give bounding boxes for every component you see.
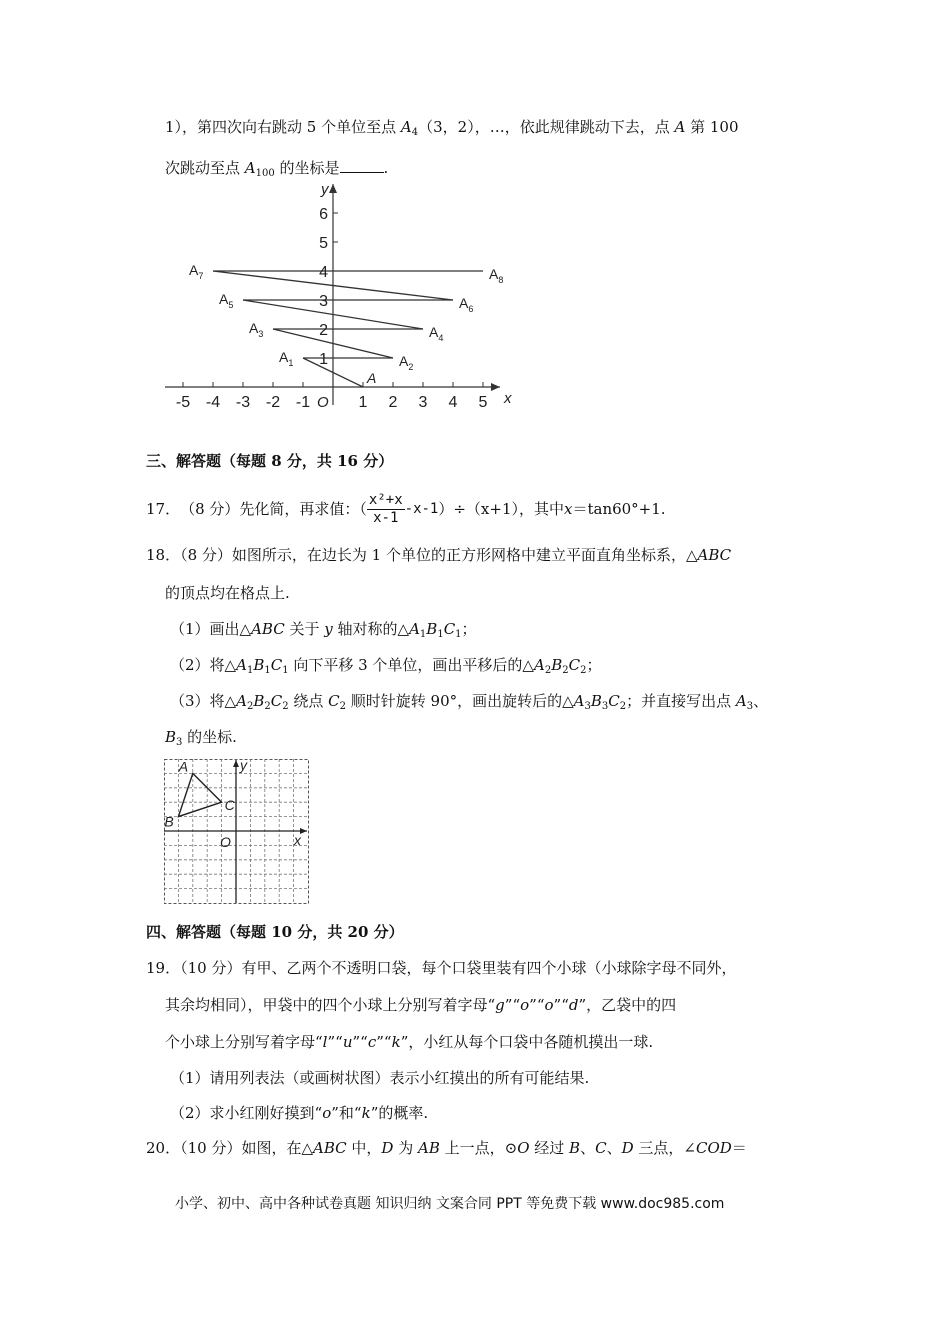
y-axis-label: y: [321, 181, 329, 198]
point-label: A: [367, 370, 377, 386]
q16-line2: 次跳动至点 $A_{100}$ 的坐标是 .: [165, 159, 389, 179]
x-tick-label: 4: [448, 394, 458, 411]
point-label: $A_1$: [279, 349, 294, 368]
label-b: B: [164, 813, 174, 830]
y-tick-label: 3: [319, 293, 328, 310]
y-tick-label: 1: [319, 351, 328, 368]
q18-sub1: （1）画出△ABC 关于 y 轴对称的$\triangle A_1B_1C_1$；: [170, 620, 477, 640]
x-tick-label: 2: [388, 394, 398, 411]
label-o: O: [220, 834, 231, 850]
q16-line1: 1），第四次向右跳动 5 个单位至点 $A_4(3$，2），…，依此规律跳动下去，点 A 第 100: [165, 118, 739, 138]
triangle-abc: [178, 773, 221, 816]
q18-line2: 的顶点均在格点上.: [165, 584, 290, 602]
origin-label: O: [317, 394, 329, 411]
graph1-labels: [176, 181, 512, 411]
graph2-labels: [164, 759, 302, 850]
point-label: $A_2$: [399, 353, 414, 372]
x-tick-label: -5: [175, 394, 191, 411]
q19-sub1: （1）请用列表法（或画树状图）表示小红摸出的所有可能结果.: [170, 1069, 590, 1087]
y-axis-arrow: [329, 184, 337, 193]
label-c: C: [224, 797, 235, 814]
section-4-title: 四、解答题（每题 10 分，共 20 分）: [146, 923, 404, 941]
q19-sub2: （2）求小红刚好摸到“o”和“k”的概率.: [170, 1104, 429, 1122]
point-label: $A_7$: [189, 262, 204, 281]
y-tick-label: 4: [319, 264, 328, 281]
answer-blank: [340, 158, 384, 173]
x-tick-label: -4: [205, 394, 221, 411]
y-tick-label: 5: [319, 235, 328, 252]
point-label: $A_5$: [219, 291, 234, 310]
section-3-title: 三、解答题（每题 8 分，共 16 分）: [146, 452, 394, 470]
y-tick-label: 6: [319, 206, 328, 223]
x-tick-label: -2: [265, 394, 281, 411]
triangle: [178, 773, 221, 816]
jump-graph: [160, 180, 520, 415]
q19-line3: 个小球上分别写着字母“l”“u”“c”“k”，小红从每个口袋中各随机摸出一球.: [165, 1033, 654, 1051]
x-tick-label: 5: [478, 394, 488, 411]
q19-line1: 19．（10 分）有甲、乙两个不透明口袋，每个口袋里装有四个小球（小球除字母不同外，: [146, 959, 737, 977]
x-tick-label: -3: [235, 394, 251, 411]
label-y: y: [240, 759, 247, 773]
label-a: A: [178, 759, 189, 775]
q18-sub2: （2）将$\triangle A_1B_1C_1$ 向下平移 3 个单位，画出平移后的$\triangle A_2B_2C_2$；: [170, 656, 602, 676]
grid-graph: [164, 759, 310, 905]
q19-line2: 其余均相同），甲袋中的四个小球上分别写着字母“g”“o”“o”“d”，乙袋中的四: [165, 996, 677, 1014]
x-tick-label: 1: [358, 394, 368, 411]
label-x: x: [294, 832, 301, 848]
point-label: $A_4$: [429, 324, 444, 343]
x-tick-label: -1: [295, 394, 311, 411]
y-axis-arrow: [233, 760, 239, 767]
point-label: $A_3$: [249, 320, 264, 339]
q17-fraction: $\frac{\text{x²+x}}{x-1}$: [368, 491, 403, 526]
x-axis-label: x: [504, 390, 512, 407]
q20-line1: 20．（10 分）如图，在△ABC 中，D 为 AB 上一点，⊙O 经过 B、C、D 三点，∠COD＝: [146, 1139, 747, 1157]
q18-sub3: （3）将$\triangle A_2B_2C_2$ 绕点 $C_2$ 顺时针旋转 90°，画出旋转后的$\triangle A_3B_3C_2$；并直接写出点 $A_3$、: [170, 692, 769, 712]
page-footer: 小学、初中、高中各种试卷真题 知识归纳 文案合同 PPT 等免费下载 www.doc985.com: [175, 1196, 725, 1212]
x-axis-arrow: [491, 383, 500, 391]
q18-sub3-cont: $B_3$ 的坐标.: [165, 728, 237, 748]
x-tick-label: 3: [418, 394, 428, 411]
y-tick-label: 2: [319, 322, 328, 339]
point-label: $A_6$: [459, 295, 474, 314]
graph2-grid: [164, 759, 309, 904]
q18-line1: 18．（8 分）如图所示，在边长为 1 个单位的正方形网格中建立平面直角坐标系，△ABC: [146, 546, 732, 564]
point-label: $A_8$: [489, 266, 504, 285]
x-axis-arrow: [300, 828, 307, 834]
q17: 17． （8 分）先化简，再求值：（ $\frac{\text{x²+x}}{x-1}$ -x-1 ）÷（x+1），其中 x ＝tan60°+1.: [146, 491, 666, 526]
